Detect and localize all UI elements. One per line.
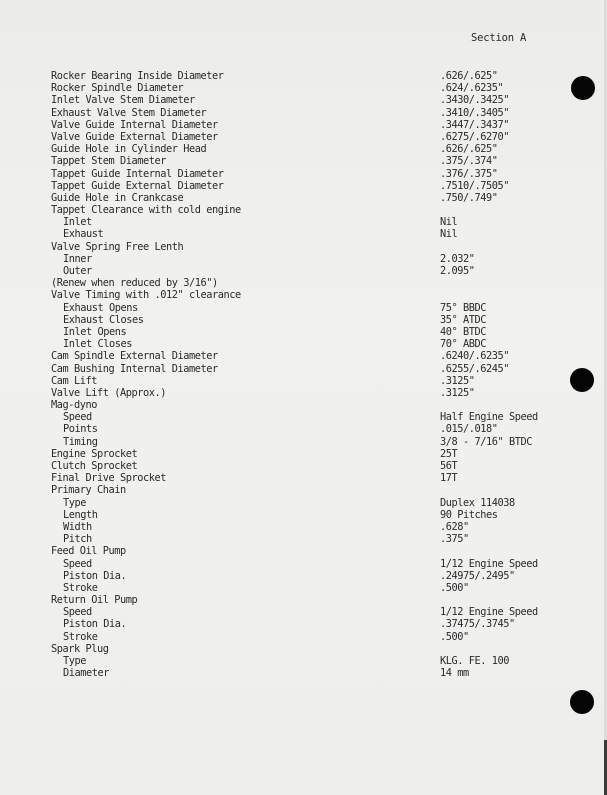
spec-label: Cam Lift <box>51 374 97 387</box>
spec-label: Points <box>63 423 98 436</box>
spec-label: Guide Hole in Crankcase <box>51 191 184 204</box>
spec-row <box>0 204 607 216</box>
spec-value: 70° ABDC <box>440 338 486 351</box>
spec-row <box>0 667 607 679</box>
spec-row <box>0 643 607 655</box>
spec-row <box>0 192 607 204</box>
spec-label: Final Drive Sprocket <box>51 472 166 485</box>
spec-row <box>0 107 607 119</box>
spec-label: Stroke <box>63 581 98 594</box>
spec-row <box>0 472 607 484</box>
spec-table <box>0 70 607 679</box>
spec-row <box>0 265 607 277</box>
spec-label: Timing <box>63 435 98 448</box>
spec-label: Piston Dia. <box>63 569 127 582</box>
spec-label: Feed Oil Pump <box>51 545 126 558</box>
spec-value: .3410/.3405" <box>440 106 509 119</box>
spec-row <box>0 594 607 606</box>
spec-value: Nil <box>440 228 458 241</box>
spec-row <box>0 155 607 167</box>
spec-row <box>0 509 607 521</box>
spec-label: Inlet Valve Stem Diameter <box>51 94 195 107</box>
spec-row <box>0 484 607 496</box>
spec-value: .37475/.3745" <box>440 618 515 631</box>
spec-row <box>0 618 607 630</box>
spec-value: 35° ATDC <box>440 313 486 326</box>
spec-row <box>0 655 607 667</box>
spec-label: Rocker Spindle Diameter <box>51 82 184 95</box>
spec-row <box>0 338 607 350</box>
spec-row <box>0 289 607 301</box>
spec-value: Duplex 114038 <box>440 496 515 509</box>
spec-value: Nil <box>440 216 458 229</box>
spec-value: .6240/.6235" <box>440 350 509 363</box>
spec-row <box>0 521 607 533</box>
spec-label: Width <box>63 520 92 533</box>
spec-label: Return Oil Pump <box>51 594 138 607</box>
spec-row <box>0 228 607 240</box>
spec-row <box>0 82 607 94</box>
spec-row <box>0 180 607 192</box>
spec-row <box>0 631 607 643</box>
spec-row <box>0 253 607 265</box>
spec-row <box>0 241 607 253</box>
spec-row <box>0 94 607 106</box>
spec-value: .624/.6235" <box>440 82 504 95</box>
punch-hole-icon <box>571 76 595 100</box>
spec-label: Speed <box>63 557 92 570</box>
spec-value: .6275/.6270" <box>440 130 509 143</box>
spec-value: .375/.374" <box>440 155 498 168</box>
spec-label: Type <box>63 655 86 667</box>
spec-row <box>0 168 607 180</box>
spec-row <box>0 582 607 594</box>
spec-value: .24975/.2495" <box>440 569 515 582</box>
spec-label: Inlet Closes <box>63 338 132 351</box>
spec-value: 40° BTDC <box>440 325 486 338</box>
spec-value: .3447/.3437" <box>440 118 509 131</box>
spec-value: .7510/.7505" <box>440 179 509 192</box>
spec-label: Inner <box>63 252 92 265</box>
spec-value: 14 mm <box>440 667 469 680</box>
spec-value: .3125" <box>440 374 475 387</box>
spec-value: Half Engine Speed <box>440 411 538 424</box>
spec-value: 25T <box>440 447 458 460</box>
spec-value: .500" <box>440 630 469 643</box>
spec-row <box>0 302 607 314</box>
spec-row <box>0 570 607 582</box>
spec-row <box>0 399 607 411</box>
spec-label: Length <box>63 508 98 521</box>
spec-value: .3430/.3425" <box>440 94 509 107</box>
spec-label: Speed <box>63 411 92 424</box>
spec-value: 3/8 - 7/16" BTDC <box>440 435 532 448</box>
spec-row <box>0 350 607 362</box>
spec-label: Exhaust Opens <box>63 301 138 314</box>
spec-value: .376/.375" <box>440 167 498 180</box>
spec-value: .3125" <box>440 386 475 399</box>
spec-value: .750/.749" <box>440 191 498 204</box>
spec-label: Speed <box>63 606 92 619</box>
spec-row <box>0 558 607 570</box>
spec-label: Tappet Guide Internal Diameter <box>51 167 224 180</box>
spec-label: Mag-dyno <box>51 399 97 412</box>
spec-row <box>0 119 607 131</box>
spec-label: Clutch Sprocket <box>51 460 138 472</box>
spec-row <box>0 545 607 557</box>
spec-label: Valve Timing with .012" clearance <box>51 289 241 302</box>
spec-row <box>0 375 607 387</box>
spec-value: .375" <box>440 533 469 546</box>
spec-label: Valve Lift (Approx.) <box>51 386 166 399</box>
spec-label: Guide Hole in Cylinder Head <box>51 143 207 156</box>
spec-label: Stroke <box>63 630 98 643</box>
spec-row <box>0 533 607 545</box>
spec-label: Inlet <box>63 216 92 229</box>
spec-label: Valve Guide Internal Diameter <box>51 118 218 131</box>
spec-value: .6255/.6245" <box>440 362 509 375</box>
spec-label: Inlet Opens <box>63 325 127 338</box>
spec-row <box>0 497 607 509</box>
spec-label: Exhaust <box>63 228 104 241</box>
spec-value: 90 Pitches <box>440 508 498 521</box>
spec-label: Type <box>63 496 86 509</box>
spec-value: .015/.018" <box>440 423 498 436</box>
spec-row <box>0 216 607 228</box>
spec-label: Primary Chain <box>51 484 126 497</box>
spec-value: 2.032" <box>440 252 475 265</box>
spec-label: Diameter <box>63 667 109 680</box>
spec-row <box>0 423 607 435</box>
spec-label: Tappet Clearance with cold engine <box>51 204 241 217</box>
spec-label: Cam Bushing Internal Diameter <box>51 362 218 375</box>
spec-label: Valve Spring Free Lenth <box>51 240 184 253</box>
punch-hole-icon <box>570 690 594 714</box>
spec-label: Valve Guide External Diameter <box>51 130 218 143</box>
spec-value: 2.095" <box>440 265 475 277</box>
spec-row <box>0 363 607 375</box>
spec-label: Spark Plug <box>51 642 109 655</box>
spec-label: Tappet Guide External Diameter <box>51 179 224 192</box>
spec-value: 1/12 Engine Speed <box>440 557 538 570</box>
spec-label: Exhaust Valve Stem Diameter <box>51 106 207 119</box>
spec-value: .628" <box>440 520 469 533</box>
spec-value: .500" <box>440 581 469 594</box>
spec-row <box>0 387 607 399</box>
spec-row <box>0 606 607 618</box>
spec-row <box>0 70 607 82</box>
spec-value: KLG. FE. 100 <box>440 655 509 667</box>
spec-value: 17T <box>440 472 458 485</box>
spec-row <box>0 277 607 289</box>
spec-row <box>0 131 607 143</box>
spec-label: Cam Spindle External Diameter <box>51 350 218 363</box>
spec-label: Pitch <box>63 533 92 546</box>
spec-label: Exhaust Closes <box>63 313 144 326</box>
spec-row <box>0 448 607 460</box>
spec-row <box>0 436 607 448</box>
spec-label: (Renew when reduced by 3/16") <box>51 277 218 290</box>
spec-row <box>0 314 607 326</box>
spec-label: Tappet Stem Diameter <box>51 155 166 168</box>
section-heading: Section A <box>471 32 527 44</box>
spec-label: Engine Sprocket <box>51 447 138 460</box>
spec-label: Outer <box>63 265 92 277</box>
spec-value: 56T <box>440 460 458 472</box>
spec-label: Piston Dia. <box>63 618 127 631</box>
spec-row <box>0 460 607 472</box>
spec-value: .626/.625" <box>440 143 498 156</box>
spec-row <box>0 326 607 338</box>
spec-row <box>0 143 607 155</box>
spec-value: .626/.625" <box>440 70 498 82</box>
spec-value: 1/12 Engine Speed <box>440 606 538 619</box>
spec-label: Rocker Bearing Inside Diameter <box>51 70 224 82</box>
spec-value: 75° BBDC <box>440 301 486 314</box>
punch-hole-icon <box>570 368 594 392</box>
spec-row <box>0 411 607 423</box>
